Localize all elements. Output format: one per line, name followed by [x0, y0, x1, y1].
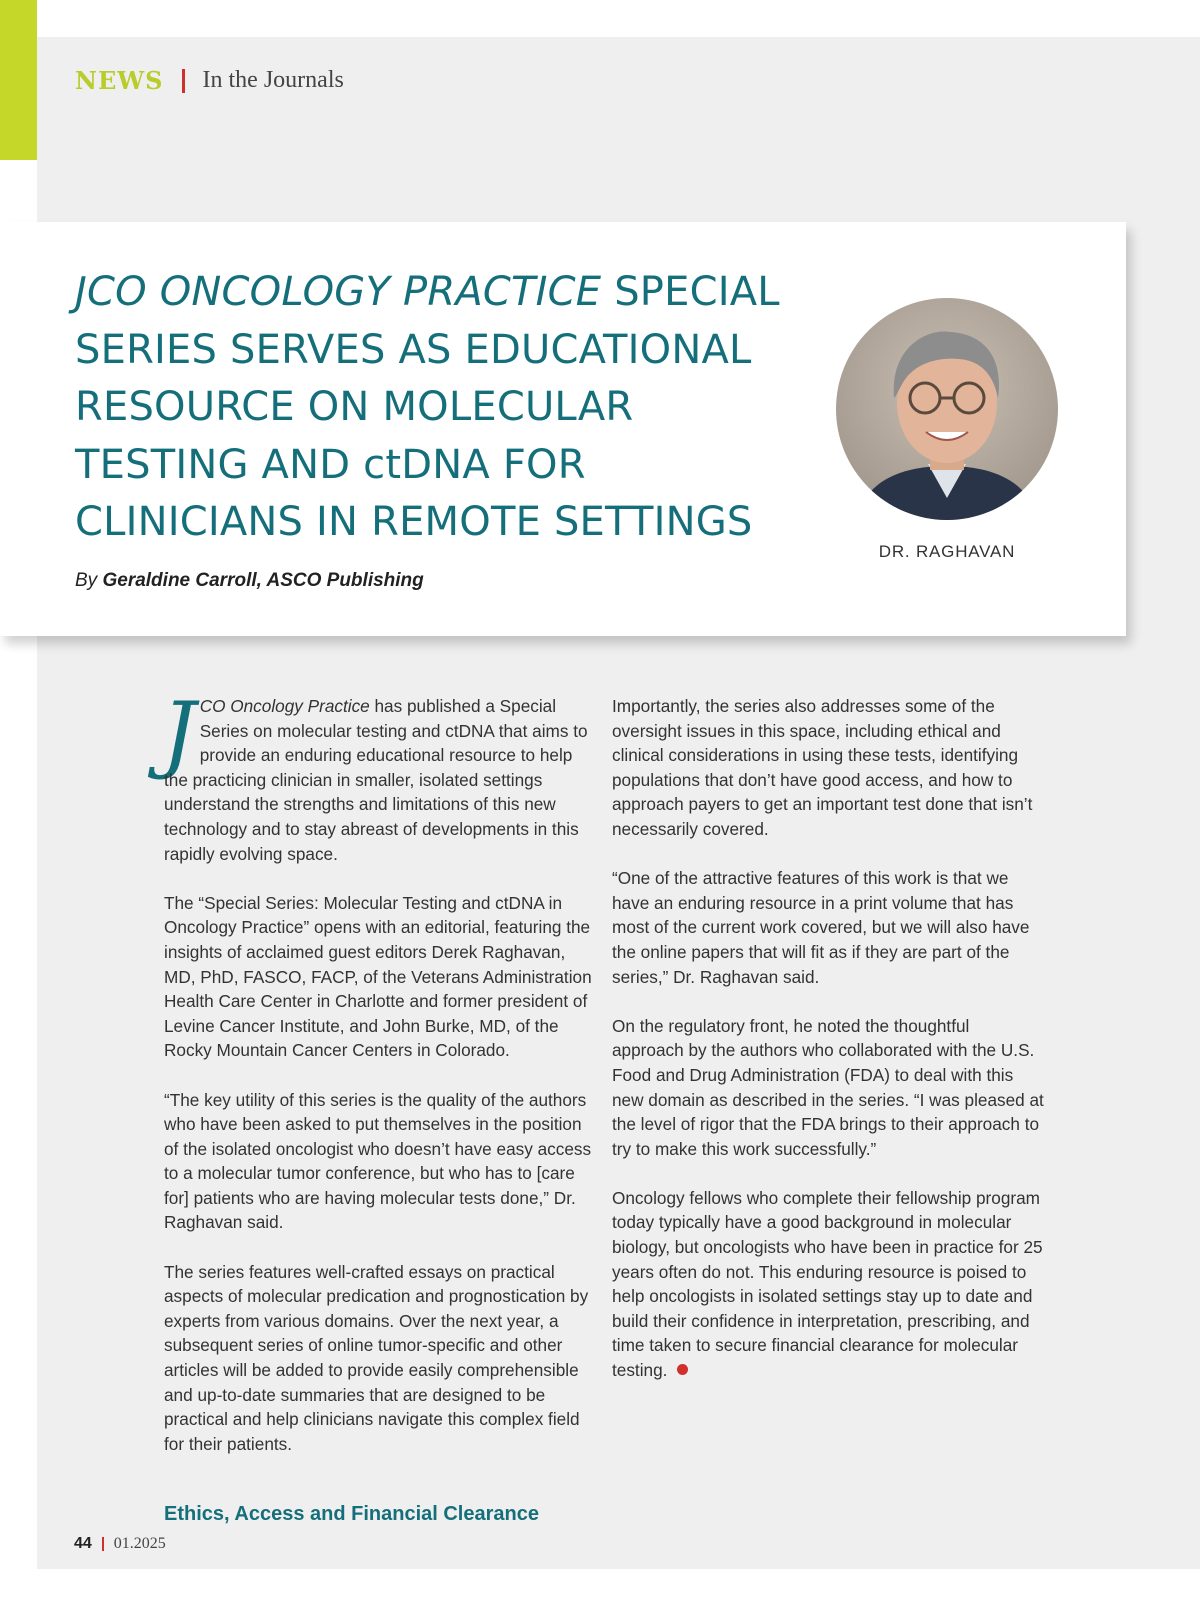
byline-by: By	[75, 570, 98, 591]
paragraph-intro	[162, 684, 596, 866]
page-number: 44	[74, 1535, 92, 1552]
section-subtitle: In the Journals	[202, 67, 344, 93]
paragraph-intro-text: has published a Special Series on molecular testing and ctDNA that aims to provide an enduring educational resource to help the practicing clinician in smaller, isolated settings understand the strengths and limitations of this new technology and to stay abreast of developments in this rapidly evolving space.	[164, 696, 588, 864]
footer-divider	[102, 1537, 104, 1551]
paragraph: “One of the attractive features of this work is that we have an enduring resource in a print volume that has most of the current work covered, but we will also have the online papers that will fit as if they are part of the series,” Dr. Raghavan said.	[612, 868, 1030, 987]
paragraph: On the regulatory front, he noted the thoughtful approach by the authors who collaborated with the U.S. Food and Drug Administration (FDA) to deal with this new domain as described in the series. “I was pleased at the level of rigor that the FDA brings to their approach to try to make this work successfully.”	[612, 1015, 1044, 1159]
end-mark-dot-icon	[677, 1364, 688, 1375]
title-card	[0, 222, 1126, 636]
section-header	[75, 66, 344, 95]
drop-cap: J	[162, 684, 196, 782]
photo-caption: DR. RAGHAVAN	[878, 542, 1016, 561]
paragraph: The series features well-crafted essays on practical aspects of molecular predication and prognostication by experts from various domains. Over the next year, a subsequent series of online tumor-specific and other articles will be added to provide easily comprehensible and up-to-date summaries that are designed to be practical and help clinicians navigate this complex field for their patients.	[164, 1261, 589, 1454]
issue-date: 01.2025	[113, 1535, 166, 1552]
paragraph-final-text: Oncology fellows who complete their fellowship program today typically have a good background in molecular biology, but oncologists who have been in practice for 25 years often do not. This enduring resource is poised to help oncologists in isolated settings stay up to date and build their confidence in interpretation, prescribing, and time taken to secure financial clearance for molecular testing.	[612, 1187, 1043, 1381]
byline	[75, 570, 424, 592]
section-divider	[182, 69, 185, 93]
portrait-illustration	[836, 298, 1058, 520]
article-column-left	[162, 684, 596, 1481]
title-journal-name: JCO ONCOLOGY PRACTICE	[75, 269, 602, 315]
section-subhead: Ethics, Access and Financial Clearance	[164, 1503, 539, 1525]
paragraph: Importantly, the series also addresses some of the oversight issues in this space, including ethical and clinical considerations in using these tests, identifying populations that don’t have good access, and how to approach payers to get an important test done that isn’t necessarily covered.	[612, 696, 1033, 839]
paragraph-final	[612, 1186, 1044, 1383]
paragraph: The “Special Series: Molecular Testing and ctDNA in Oncology Practice” opens with an editorial, featuring the insights of acclaimed guest editors Derek Raghavan, MD, PhD, FASCO, FACP, of the Veterans Administration Health Care Center in Charlotte and former president of Levine Cancer Institute, and John Burke, MD, of the Rocky Mountain Cancer Centers in Colorado.	[164, 892, 592, 1061]
paragraph: “The key utility of this series is the quality of the authors who have been asked to put themselves in the position of the isolated oncologist who doesn’t have easy access to a molecular tumor conference, but who has to [care for] patients who are having molecular tests done,” Dr. Raghavan said.	[164, 1089, 592, 1233]
accent-bar	[0, 0, 37, 160]
article-column-right	[612, 694, 1044, 1407]
article-title	[75, 264, 815, 552]
byline-author: Geraldine Carroll, ASCO Publishing	[102, 570, 424, 591]
journal-name-italic: CO Oncology Practice	[199, 696, 370, 716]
section-label: NEWS	[75, 66, 164, 95]
title-rest: SPECIAL SERIES SERVES AS EDUCATIONAL RESOURCE ON MOLECULAR TESTING AND ctDNA FOR CLINICIANS IN REMOTE SETTINGS	[75, 269, 780, 545]
page-footer	[74, 1535, 166, 1553]
author-portrait-photo	[836, 298, 1058, 520]
